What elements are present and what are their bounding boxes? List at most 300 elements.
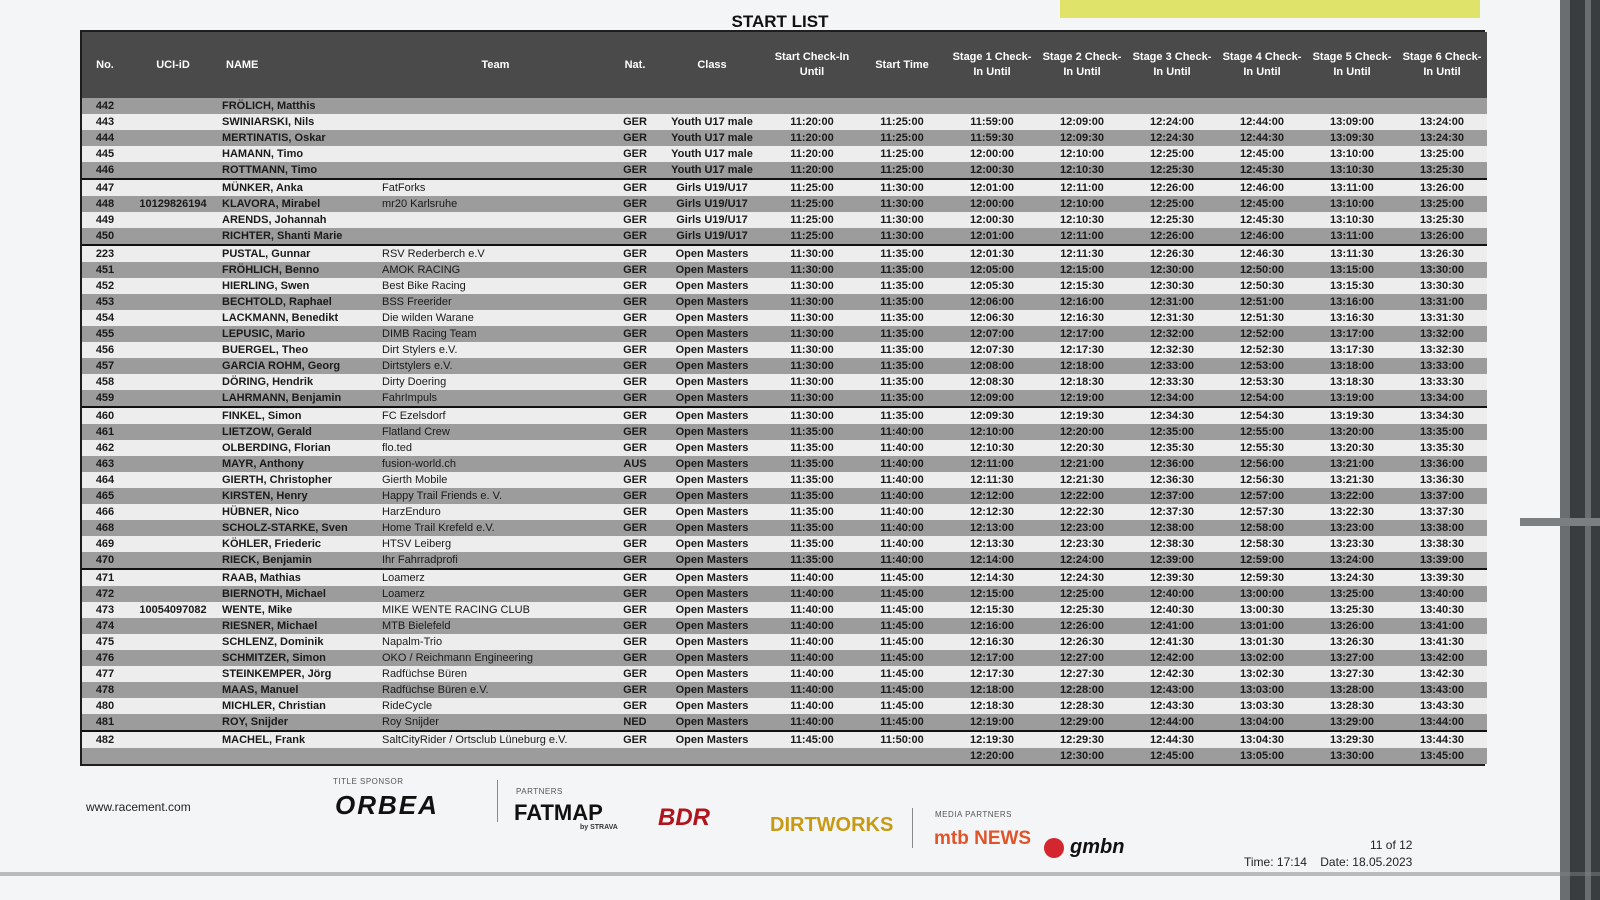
table-row [82, 586, 1487, 602]
cell-cls: Open Masters [657, 456, 767, 472]
fence-crossbar [0, 872, 1600, 876]
cell-s6: 13:30:00 [1397, 262, 1487, 278]
cell-s1: 12:06:30 [947, 310, 1037, 326]
cell-uci: 10054097082 [128, 602, 218, 618]
table-row [82, 618, 1487, 634]
page-time-date [1244, 855, 1412, 869]
cell-start-time: 11:45:00 [857, 634, 947, 650]
cell-start-checkin: 11:25:00 [767, 196, 857, 212]
table-row [82, 488, 1487, 504]
cell-s5 [1307, 98, 1397, 114]
cell-start-checkin: 11:35:00 [767, 440, 857, 456]
cell-s1: 12:07:30 [947, 342, 1037, 358]
cell-name [218, 748, 378, 764]
cell-s2: 12:18:00 [1037, 358, 1127, 374]
cell-s1: 12:01:00 [947, 179, 1037, 196]
cell-no: 442 [82, 98, 128, 114]
table-row [82, 162, 1487, 179]
cell-s6: 13:31:00 [1397, 294, 1487, 310]
cell-s2: 12:17:30 [1037, 342, 1127, 358]
fence-post [1585, 0, 1591, 900]
cell-s4: 12:44:30 [1217, 130, 1307, 146]
cell-no: 450 [82, 228, 128, 245]
cell-s4: 12:59:30 [1217, 569, 1307, 586]
cell-start-time: 11:30:00 [857, 228, 947, 245]
cell-name: SCHMITZER, Simon [218, 650, 378, 666]
cell-cls: Youth U17 male [657, 114, 767, 130]
cell-s5: 13:09:00 [1307, 114, 1397, 130]
cell-name: HÜBNER, Nico [218, 504, 378, 520]
cell-name: MAAS, Manuel [218, 682, 378, 698]
cell-nat: GER [613, 390, 657, 407]
cell-s5: 13:23:00 [1307, 520, 1397, 536]
cell-start-time: 11:45:00 [857, 698, 947, 714]
table-row [82, 374, 1487, 390]
cell-no: 463 [82, 456, 128, 472]
cell-start-time: 11:35:00 [857, 342, 947, 358]
cell-s5: 13:28:00 [1307, 682, 1397, 698]
cell-cls: Open Masters [657, 714, 767, 731]
cell-s4: 12:58:00 [1217, 520, 1307, 536]
cell-name: FINKEL, Simon [218, 407, 378, 424]
cell-nat: GER [613, 146, 657, 162]
cell-s3: 12:31:00 [1127, 294, 1217, 310]
cell-start-time: 11:45:00 [857, 586, 947, 602]
cell-nat: GER [613, 358, 657, 374]
cell-cls: Open Masters [657, 682, 767, 698]
cell-s4: 12:45:30 [1217, 212, 1307, 228]
cell-uci [128, 618, 218, 634]
cell-cls: Open Masters [657, 650, 767, 666]
cell-s4: 13:00:00 [1217, 586, 1307, 602]
cell-start-time [857, 748, 947, 764]
print-time: Time: 17:14 [1244, 855, 1307, 869]
title-sponsor-label: TITLE SPONSOR [333, 777, 404, 786]
cell-name: LAHRMANN, Benjamin [218, 390, 378, 407]
cell-s3: 12:33:00 [1127, 358, 1217, 374]
cell-nat: GER [613, 488, 657, 504]
cell-s2: 12:19:30 [1037, 407, 1127, 424]
cell-s2: 12:09:00 [1037, 114, 1127, 130]
cell-nat: NED [613, 714, 657, 731]
gmbn-logo: gmbn [1070, 836, 1125, 858]
col-header-start-time: Start Time [857, 32, 947, 98]
cell-uci [128, 390, 218, 407]
table-row [82, 262, 1487, 278]
cell-s1: 12:15:30 [947, 602, 1037, 618]
cell-uci [128, 504, 218, 520]
cell-s1: 12:00:30 [947, 212, 1037, 228]
cell-name: LEPUSIC, Mario [218, 326, 378, 342]
cell-uci [128, 666, 218, 682]
cell-name: FRÖHLICH, Benno [218, 262, 378, 278]
mtbnews-logo: mtb NEWS [934, 828, 1032, 849]
cell-cls: Girls U19/U17 [657, 228, 767, 245]
cell-nat: GER [613, 130, 657, 146]
cell-name: ROTTMANN, Timo [218, 162, 378, 179]
cell-s1: 12:00:30 [947, 162, 1037, 179]
cell-team: DIMB Racing Team [378, 326, 613, 342]
cell-s6: 13:42:30 [1397, 666, 1487, 682]
cell-cls: Open Masters [657, 586, 767, 602]
cell-no: 459 [82, 390, 128, 407]
fatmap-logo: FATMAP [514, 800, 603, 825]
cell-nat: GER [613, 228, 657, 245]
cell-s5: 13:23:30 [1307, 536, 1397, 552]
cell-s5: 13:17:00 [1307, 326, 1397, 342]
cell-no: 473 [82, 602, 128, 618]
table-row [82, 748, 1487, 764]
cell-s3: 12:31:30 [1127, 310, 1217, 326]
cell-start-checkin: 11:40:00 [767, 650, 857, 666]
cell-cls: Youth U17 male [657, 146, 767, 162]
start-list-table-container [80, 30, 1485, 766]
cell-s6: 13:24:30 [1397, 130, 1487, 146]
cell-cls: Open Masters [657, 245, 767, 262]
cell-s6: 13:35:00 [1397, 424, 1487, 440]
cell-no: 472 [82, 586, 128, 602]
cell-start-time: 11:35:00 [857, 262, 947, 278]
cell-name: WENTE, Mike [218, 602, 378, 618]
cell-s2: 12:24:00 [1037, 552, 1127, 569]
cell-s5: 13:18:00 [1307, 358, 1397, 374]
cell-no: 466 [82, 504, 128, 520]
cell-uci [128, 278, 218, 294]
cell-nat: GER [613, 162, 657, 179]
cell-s6: 13:25:30 [1397, 212, 1487, 228]
cell-uci [128, 179, 218, 196]
cell-cls: Open Masters [657, 440, 767, 456]
cell-s2: 12:20:00 [1037, 424, 1127, 440]
col-header-stage5: Stage 5 Check-In Until [1307, 32, 1397, 98]
cell-s6: 13:25:30 [1397, 162, 1487, 179]
cell-s1: 12:01:30 [947, 245, 1037, 262]
cell-uci [128, 162, 218, 179]
cell-start-checkin: 11:30:00 [767, 326, 857, 342]
table-row [82, 424, 1487, 440]
cell-no: 464 [82, 472, 128, 488]
cell-start-checkin: 11:40:00 [767, 682, 857, 698]
cell-s4 [1217, 98, 1307, 114]
cell-name: DÖRING, Hendrik [218, 374, 378, 390]
cell-s5: 13:15:30 [1307, 278, 1397, 294]
table-row [82, 456, 1487, 472]
cell-start-checkin: 11:40:00 [767, 569, 857, 586]
cell-s3: 12:39:00 [1127, 552, 1217, 569]
cell-s6: 13:26:00 [1397, 228, 1487, 245]
table-row [82, 98, 1487, 114]
cell-s3: 12:25:00 [1127, 146, 1217, 162]
cell-start-checkin: 11:30:00 [767, 278, 857, 294]
cell-s4: 12:45:00 [1217, 146, 1307, 162]
cell-nat: GER [613, 440, 657, 456]
cell-s1: 12:19:30 [947, 731, 1037, 748]
cell-team: MIKE WENTE RACING CLUB [378, 602, 613, 618]
cell-team: mr20 Karlsruhe [378, 196, 613, 212]
cell-name: KLAVORA, Mirabel [218, 196, 378, 212]
cell-s1: 12:09:30 [947, 407, 1037, 424]
cell-s5: 13:19:30 [1307, 407, 1397, 424]
col-header-start-checkin: Start Check-In Until [767, 32, 857, 98]
cell-start-time: 11:30:00 [857, 212, 947, 228]
cell-s3: 12:44:00 [1127, 714, 1217, 731]
cell-nat: GER [613, 682, 657, 698]
cell-s4: 12:54:30 [1217, 407, 1307, 424]
cell-start-checkin: 11:25:00 [767, 228, 857, 245]
cell-start-checkin: 11:35:00 [767, 504, 857, 520]
gmbn-icon [1044, 838, 1064, 858]
cell-start-time: 11:35:00 [857, 358, 947, 374]
cell-s1: 12:12:30 [947, 504, 1037, 520]
cell-s2: 12:16:30 [1037, 310, 1127, 326]
cell-cls: Open Masters [657, 278, 767, 294]
cell-uci [128, 650, 218, 666]
cell-team: FC Ezelsdorf [378, 407, 613, 424]
cell-s2: 12:10:30 [1037, 212, 1127, 228]
cell-nat: GER [613, 196, 657, 212]
cell-start-time: 11:40:00 [857, 504, 947, 520]
bdr-logo: BDR [658, 804, 710, 831]
cell-uci [128, 342, 218, 358]
cell-s4: 12:51:30 [1217, 310, 1307, 326]
cell-s2: 12:17:00 [1037, 326, 1127, 342]
cell-s1: 12:07:00 [947, 326, 1037, 342]
cell-name: GARCIA ROHM, Georg [218, 358, 378, 374]
table-row [82, 440, 1487, 456]
cell-s1: 12:14:00 [947, 552, 1037, 569]
col-header-no: No. [82, 32, 128, 98]
cell-uci [128, 326, 218, 342]
cell-start-checkin: 11:40:00 [767, 714, 857, 731]
cell-start-checkin: 11:30:00 [767, 294, 857, 310]
cell-s2: 12:19:00 [1037, 390, 1127, 407]
cell-start-checkin: 11:30:00 [767, 407, 857, 424]
cell-s3: 12:37:30 [1127, 504, 1217, 520]
cell-uci [128, 130, 218, 146]
cell-no: 470 [82, 552, 128, 569]
cell-team: Radfüchse Büren e.V. [378, 682, 613, 698]
cell-no: 447 [82, 179, 128, 196]
cell-team: fusion-world.ch [378, 456, 613, 472]
cell-s5: 13:22:00 [1307, 488, 1397, 504]
cell-name: MÜNKER, Anka [218, 179, 378, 196]
cell-s6: 13:32:00 [1397, 326, 1487, 342]
cell-s6: 13:34:00 [1397, 390, 1487, 407]
cell-s5: 13:09:30 [1307, 130, 1397, 146]
cell-s4: 12:58:30 [1217, 536, 1307, 552]
cell-s6: 13:40:00 [1397, 586, 1487, 602]
cell-start-checkin: 11:40:00 [767, 698, 857, 714]
cell-start-time: 11:35:00 [857, 326, 947, 342]
cell-cls: Girls U19/U17 [657, 196, 767, 212]
cell-no: 475 [82, 634, 128, 650]
cell-s6: 13:42:00 [1397, 650, 1487, 666]
cell-s2: 12:28:30 [1037, 698, 1127, 714]
cell-s2: 12:25:00 [1037, 586, 1127, 602]
footer-url: www.racement.com [86, 800, 191, 814]
cell-s5: 13:17:30 [1307, 342, 1397, 358]
cell-team: Roy Snijder [378, 714, 613, 731]
cell-s5: 13:11:30 [1307, 245, 1397, 262]
cell-s6: 13:24:00 [1397, 114, 1487, 130]
cell-s4: 13:04:30 [1217, 731, 1307, 748]
cell-start-time: 11:40:00 [857, 440, 947, 456]
cell-team: SaltCityRider / Ortsclub Lüneburg e.V. [378, 731, 613, 748]
cell-s5: 13:26:30 [1307, 634, 1397, 650]
cell-nat: GER [613, 262, 657, 278]
footer-divider [912, 808, 913, 848]
cell-start-time: 11:45:00 [857, 666, 947, 682]
cell-team [378, 748, 613, 764]
cell-no: 444 [82, 130, 128, 146]
cell-name: HIERLING, Swen [218, 278, 378, 294]
cell-start-checkin [767, 748, 857, 764]
cell-nat: GER [613, 618, 657, 634]
cell-s3: 12:40:30 [1127, 602, 1217, 618]
col-header-nat: Nat. [613, 32, 657, 98]
cell-s6: 13:43:30 [1397, 698, 1487, 714]
cell-start-checkin: 11:30:00 [767, 374, 857, 390]
cell-nat: GER [613, 552, 657, 569]
cell-start-checkin: 11:35:00 [767, 456, 857, 472]
cell-s5: 13:29:00 [1307, 714, 1397, 731]
cell-uci [128, 520, 218, 536]
cell-start-time: 11:35:00 [857, 374, 947, 390]
cell-no: 480 [82, 698, 128, 714]
cell-s3: 12:45:00 [1127, 748, 1217, 764]
cell-s5: 13:19:00 [1307, 390, 1397, 407]
table-row [82, 569, 1487, 586]
cell-s6: 13:30:30 [1397, 278, 1487, 294]
cell-uci [128, 569, 218, 586]
cell-s1: 12:16:30 [947, 634, 1037, 650]
cell-name: MACHEL, Frank [218, 731, 378, 748]
cell-nat: GER [613, 179, 657, 196]
cell-s6: 13:43:00 [1397, 682, 1487, 698]
cell-s1: 12:05:30 [947, 278, 1037, 294]
cell-s6: 13:44:30 [1397, 731, 1487, 748]
table-row [82, 536, 1487, 552]
cell-s1: 12:16:00 [947, 618, 1037, 634]
cell-start-checkin: 11:35:00 [767, 424, 857, 440]
cell-cls: Open Masters [657, 390, 767, 407]
cell-start-checkin: 11:20:00 [767, 114, 857, 130]
cell-s2: 12:22:30 [1037, 504, 1127, 520]
cell-name: BECHTOLD, Raphael [218, 294, 378, 310]
cell-cls: Open Masters [657, 536, 767, 552]
cell-s4: 12:59:00 [1217, 552, 1307, 569]
cell-uci [128, 262, 218, 278]
cell-s2: 12:24:30 [1037, 569, 1127, 586]
cell-s1: 12:13:00 [947, 520, 1037, 536]
cell-team [378, 130, 613, 146]
cell-nat: GER [613, 424, 657, 440]
cell-nat: GER [613, 294, 657, 310]
table-row [82, 179, 1487, 196]
cell-s5: 13:30:00 [1307, 748, 1397, 764]
cell-s3: 12:36:30 [1127, 472, 1217, 488]
cell-start-time: 11:45:00 [857, 618, 947, 634]
cell-name: PUSTAL, Gunnar [218, 245, 378, 262]
col-header-stage6: Stage 6 Check-In Until [1397, 32, 1487, 98]
cell-s3: 12:39:30 [1127, 569, 1217, 586]
cell-team: Radfüchse Büren [378, 666, 613, 682]
cell-uci [128, 407, 218, 424]
cell-nat: GER [613, 310, 657, 326]
cell-s3: 12:44:30 [1127, 731, 1217, 748]
cell-name: LIETZOW, Gerald [218, 424, 378, 440]
cell-s5: 13:16:00 [1307, 294, 1397, 310]
cell-s2: 12:21:30 [1037, 472, 1127, 488]
cell-no: 454 [82, 310, 128, 326]
cell-name: ARENDS, Johannah [218, 212, 378, 228]
cell-start-checkin: 11:30:00 [767, 310, 857, 326]
cell-team: RSV Rederberch e.V [378, 245, 613, 262]
cell-uci [128, 748, 218, 764]
cell-uci [128, 698, 218, 714]
cell-s1: 12:11:30 [947, 472, 1037, 488]
cell-start-time: 11:40:00 [857, 552, 947, 569]
col-header-uci-id: UCI-iD [128, 32, 218, 98]
cell-cls: Open Masters [657, 294, 767, 310]
cell-s5: 13:25:30 [1307, 602, 1397, 618]
cell-no: 478 [82, 682, 128, 698]
cell-cls: Open Masters [657, 520, 767, 536]
cell-s6: 13:45:00 [1397, 748, 1487, 764]
cell-s6: 13:39:30 [1397, 569, 1487, 586]
cell-name: OLBERDING, Florian [218, 440, 378, 456]
cell-team: Best Bike Racing [378, 278, 613, 294]
cell-no: 223 [82, 245, 128, 262]
cell-s2: 12:23:30 [1037, 536, 1127, 552]
cell-nat: GER [613, 114, 657, 130]
cell-s1: 12:12:00 [947, 488, 1037, 504]
cell-s4: 12:56:30 [1217, 472, 1307, 488]
cell-s6: 13:33:00 [1397, 358, 1487, 374]
cell-team: MTB Bielefeld [378, 618, 613, 634]
cell-s5: 13:24:00 [1307, 552, 1397, 569]
cell-no: 445 [82, 146, 128, 162]
cell-no: 469 [82, 536, 128, 552]
col-header-team: Team [378, 32, 613, 98]
cell-s2: 12:11:30 [1037, 245, 1127, 262]
cell-s1: 12:08:30 [947, 374, 1037, 390]
cell-s1: 12:05:00 [947, 262, 1037, 278]
cell-nat: GER [613, 731, 657, 748]
cell-name: MAYR, Anthony [218, 456, 378, 472]
cell-cls: Open Masters [657, 262, 767, 278]
cell-name: STEINKEMPER, Jörg [218, 666, 378, 682]
cell-uci [128, 114, 218, 130]
cell-nat: GER [613, 586, 657, 602]
cell-s1: 12:14:30 [947, 569, 1037, 586]
cell-s4: 13:00:30 [1217, 602, 1307, 618]
cell-uci [128, 146, 218, 162]
cell-s4: 12:46:00 [1217, 179, 1307, 196]
cell-uci [128, 294, 218, 310]
cell-s1: 12:01:00 [947, 228, 1037, 245]
cell-s2: 12:21:00 [1037, 456, 1127, 472]
cell-s3: 12:24:30 [1127, 130, 1217, 146]
cell-team: FahrImpuls [378, 390, 613, 407]
cell-s2: 12:11:00 [1037, 228, 1127, 245]
cell-team: flo.ted [378, 440, 613, 456]
cell-team: Dirt Stylers e.V. [378, 342, 613, 358]
cell-s4: 12:54:00 [1217, 390, 1307, 407]
cell-nat: GER [613, 569, 657, 586]
table-row [82, 407, 1487, 424]
cell-nat: GER [613, 504, 657, 520]
